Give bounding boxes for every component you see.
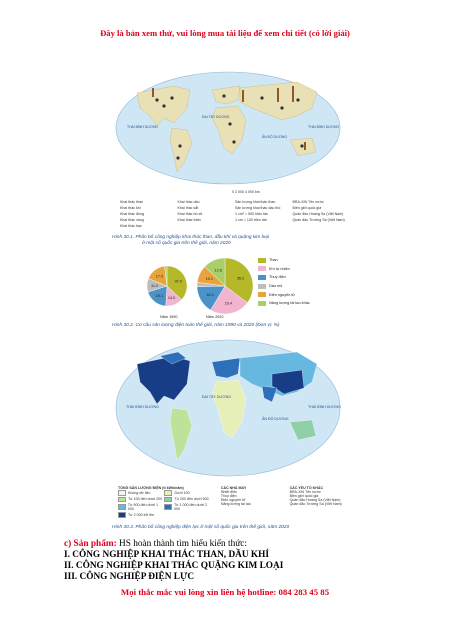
caption-line: ở một số quốc gia trên thế giới, năm 2020 xyxy=(142,241,231,246)
svg-text:ĐẠI TÂY DƯƠNG: ĐẠI TÂY DƯƠNG xyxy=(202,395,231,399)
figure1-caption xyxy=(112,235,362,247)
legend-item: Quần đảo Hoàng Sa (Việt Nam) xyxy=(289,498,341,502)
legend-label: Từ 500 đến dưới 1 000 xyxy=(127,503,159,511)
legend-swatch xyxy=(258,284,266,289)
legend-item: Quần đảo Hoàng Sa (Việt Nam) xyxy=(292,212,344,216)
legend-label: Điện nguyên tử xyxy=(269,292,295,297)
pie-data-label: 14.0 xyxy=(167,295,176,300)
legend-label: Từ 200 đến dưới 500 xyxy=(174,497,209,502)
legend-label: Từ 100 đến dưới 200 xyxy=(128,497,163,502)
legend-label: Dầu mỏ xyxy=(269,284,283,289)
legend-item: BRA-XIN Tên nước xyxy=(292,200,324,204)
top-banner: Đây là bản xem thử, vui lòng mua tài liệu để xem chi tiết (có lời giải) xyxy=(100,28,350,38)
legend-item: Khai thác dầu xyxy=(177,200,200,204)
svg-text:THÁI BÌNH DƯƠNG: THÁI BÌNH DƯƠNG xyxy=(126,405,159,409)
svg-text:THÁI BÌNH DƯƠNG: THÁI BÌNH DƯƠNG xyxy=(308,405,341,409)
svg-text:THÁI BÌNH DƯƠNG: THÁI BÌNH DƯƠNG xyxy=(127,125,159,129)
task-item: II. CÔNG NGHIỆP KHAI THÁC QUẶNG KIM LOẠI xyxy=(64,561,284,571)
legend-item: Điện nguyên tử xyxy=(220,498,246,502)
legend-item: Quần đảo Trường Sa (Việt Nam) xyxy=(292,218,345,222)
legend-item: Năng lượng tái tạo xyxy=(220,502,251,506)
svg-text:ĐẠI TÂY DƯƠNG: ĐẠI TÂY DƯƠNG xyxy=(202,115,230,119)
legend-label: Dưới 100 xyxy=(174,490,190,495)
pie-legend-item xyxy=(258,282,310,291)
legend-swatch xyxy=(118,490,126,496)
map1-legend xyxy=(120,200,350,228)
legend-item: BRA-XIN Tên nước xyxy=(289,490,321,494)
pie-data-label: 16.0 xyxy=(206,293,214,298)
figure2-caption: Hình 30.2. Cơ cấu sản lượng điện toàn thế giới, năm 1990 và 2020 (Đơn vị: %) xyxy=(112,323,280,328)
legend-label: Từ 2 000 trở lên xyxy=(128,512,154,517)
legend-item: Sản lượng khai thác than xyxy=(235,200,276,204)
task-item: I. CÔNG NGHIỆP KHAI THÁC THAN, DẦU KHÍ xyxy=(64,550,269,560)
legend-title: CÁC NHÀ MÁY xyxy=(220,486,247,490)
bottom-banner: Mọi thắc mắc vui lòng xin liên hệ hotline: 084 283 45 85 xyxy=(120,587,330,597)
legend-item: Khai thác bô-xit xyxy=(177,212,203,216)
pie-legend-item xyxy=(258,290,310,299)
power-legend-item xyxy=(118,490,164,496)
legend-title: CÁC YẾU TỐ KHÁC xyxy=(289,486,324,490)
legend-label: Khí tự nhiên xyxy=(269,266,290,271)
pie-legend xyxy=(258,256,310,308)
legend-swatch xyxy=(258,275,266,280)
power-legend-item xyxy=(118,497,164,503)
pie-data-label: 17.0 xyxy=(155,274,164,279)
svg-text:ẤN ĐỘ DƯƠNG: ẤN ĐỘ DƯƠNG xyxy=(262,135,288,139)
pie-data-label: 23.4 xyxy=(224,301,233,306)
legend-swatch xyxy=(164,497,172,503)
pie-1990-label: Năm 1990 xyxy=(160,315,178,319)
pie-data-label: 37.0 xyxy=(174,279,183,284)
legend-item: Khai thác sắt xyxy=(177,206,199,210)
legend-swatch xyxy=(164,490,172,496)
legend-item: Thuỷ điện xyxy=(220,494,237,498)
legend-label: Không dữ liệu xyxy=(128,490,151,495)
legend-item: Khai thác bạc xyxy=(120,224,142,228)
pie-legend-item xyxy=(258,273,310,282)
legend-swatch xyxy=(258,258,266,263)
legend-swatch xyxy=(258,292,266,297)
legend-item: 1 cm² = 500 triệu tấn xyxy=(235,212,269,216)
legend-item: Quần đảo Trường Sa (Việt Nam) xyxy=(289,502,342,506)
caption-line: Hình 30.1. Phân bố công nghiệp khai thác than, dầu khí và quặng kim loại xyxy=(112,235,270,240)
power-world-map xyxy=(112,336,344,480)
legend-label: Năng lượng tái tạo khác xyxy=(269,301,310,306)
legend-swatch xyxy=(258,301,266,306)
legend-item: Khai thác vàng xyxy=(120,218,144,222)
power-legend-item xyxy=(118,503,164,511)
power-legend-item xyxy=(164,503,210,511)
legend-swatch xyxy=(118,497,126,503)
pie-legend-item xyxy=(258,256,310,265)
svg-text:ẤN ĐỘ DƯƠNG: ẤN ĐỘ DƯƠNG xyxy=(262,417,289,421)
task-intro: HS hoàn thành tìm hiểu kiến thức: xyxy=(116,539,247,549)
pie-2020-label: Năm 2020 xyxy=(206,315,224,319)
legend-item: 1 cm = 100 triệu tấn xyxy=(235,218,267,222)
pie-data-label: 11.0 xyxy=(151,283,159,288)
legend-item: Sản lượng khai thác dầu thô xyxy=(235,206,281,210)
legend-item: Nhiệt điện xyxy=(220,490,238,494)
task-label: c) Sản phẩm: xyxy=(64,539,117,549)
pie-data-label: 12.8 xyxy=(214,268,222,273)
legend-item: Khai thác than xyxy=(120,200,143,204)
pie-data-label: 19.1 xyxy=(155,294,164,299)
power-legend-item xyxy=(118,512,164,518)
mining-world-map xyxy=(112,68,344,188)
pie-data-label: 35.2 xyxy=(236,276,245,281)
legend-title: TỔNG SẢN LƯỢNG ĐIỆN (tỉ kWh/năm) xyxy=(118,486,184,490)
pie-legend-item xyxy=(258,265,310,274)
pie-data-label: 10.1 xyxy=(205,276,214,281)
legend-item: Biên giới quốc gia xyxy=(292,206,322,210)
legend-item: Khai thác đồng xyxy=(120,212,144,216)
map1-scale: 0 2 000 4 000 km xyxy=(232,190,260,194)
task-item: III. CÔNG NGHIỆP ĐIỆN LỰC xyxy=(64,572,195,582)
legend-label: Than xyxy=(269,258,278,263)
map2-legend xyxy=(118,486,358,518)
legend-swatch xyxy=(118,504,126,510)
svg-text:THÁI BÌNH DƯƠNG: THÁI BÌNH DƯƠNG xyxy=(308,125,340,129)
legend-label: Từ 1 000 đến dưới 2 000 xyxy=(173,503,208,511)
figure3-caption: Hình 30.3. Phân bố công nghiệp điện lực ở một số quốc gia trên thế giới, năm 2020 xyxy=(112,525,290,530)
pie-legend-item xyxy=(258,299,310,308)
power-legend-item xyxy=(164,497,210,503)
legend-item: Biên giới quốc gia xyxy=(289,494,319,498)
legend-swatch xyxy=(258,266,266,271)
power-legend-item xyxy=(164,490,210,496)
task-text xyxy=(64,539,283,583)
legend-swatch xyxy=(118,512,126,518)
legend-swatch xyxy=(164,504,172,510)
legend-item: Khai thác khí xyxy=(120,206,141,210)
legend-label: Thuỷ điện xyxy=(269,275,286,280)
legend-item: Khai thác thiếc xyxy=(177,218,202,222)
